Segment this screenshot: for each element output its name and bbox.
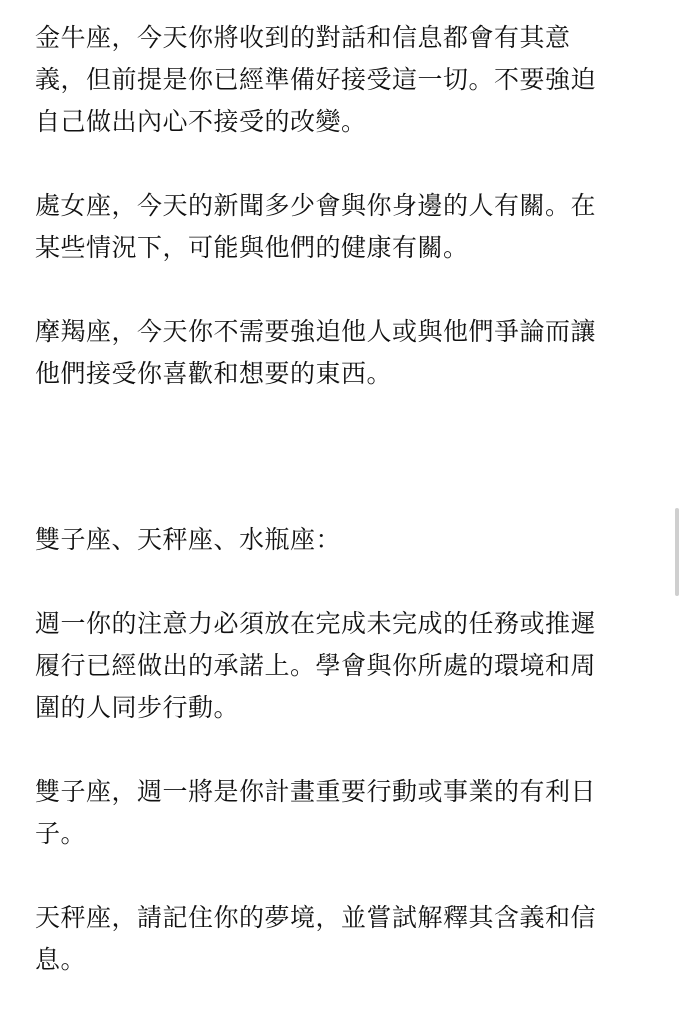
article-body — [35, 17, 655, 981]
paragraph-spacer — [35, 269, 655, 311]
paragraph-spacer — [35, 855, 655, 897]
paragraph-gemini: 雙子座，週一將是你計畫重要行動或事業的有利日 子。 — [35, 777, 597, 848]
paragraph-virgo: 處女座，今天的新聞多少會與你身邊的人有關。在 某些情況下，可能與他們的健康有關。 — [35, 191, 597, 262]
paragraph-spacer — [35, 729, 655, 771]
paragraph-libra: 天秤座，請記住你的夢境，並嘗試解釋其含義和信 息。 — [35, 903, 597, 974]
scrollbar-thumb[interactable] — [675, 508, 679, 596]
paragraph-spacer — [35, 561, 655, 603]
paragraph-monday-focus: 週一你的注意力必須放在完成未完成的任務或推遲 履行已經做出的承諾上。學會與你所處的環境和周 圍的人同步行動。 — [35, 609, 597, 722]
section-spacer — [35, 395, 655, 519]
section-heading-air-signs: 雙子座、天秤座、水瓶座： — [35, 525, 342, 554]
paragraph-taurus: 金牛座，今天你將收到的對話和信息都會有其意 義，但前提是你已經準備好接受這一切。不要強迫 自己做出內心不接受的改變。 — [35, 23, 597, 136]
paragraph-capricorn: 摩羯座，今天你不需要強迫他人或與他們爭論而讓 他們接受你喜歡和想要的東西。 — [35, 317, 597, 388]
paragraph-spacer — [35, 143, 655, 185]
